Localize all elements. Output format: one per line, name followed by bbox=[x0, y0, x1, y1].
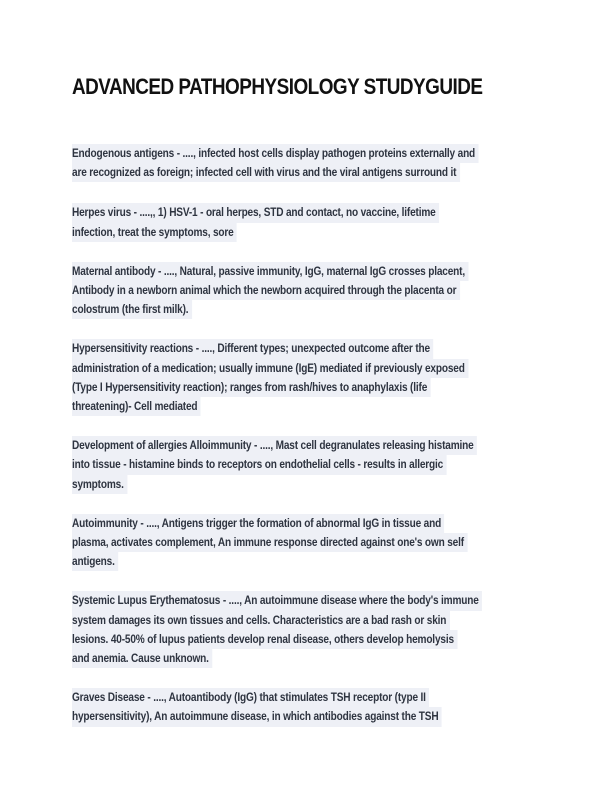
entry-line: Hypersensitivity reactions - ...., Different types; unexpected outcome after the bbox=[72, 339, 433, 358]
entry-lupus bbox=[72, 591, 542, 668]
entry-line: threatening)- Cell mediated bbox=[72, 397, 201, 416]
entry-line: symptoms. bbox=[72, 475, 127, 494]
entry-line: Antibody in a newborn animal which the newborn acquired through the placenta or bbox=[72, 281, 460, 300]
entry-alloimmunity bbox=[72, 436, 542, 494]
entry-hypersensitivity-reactions bbox=[72, 339, 542, 416]
entry-line: hypersensitivity), An autoimmune disease, in which antibodies against the TSH bbox=[72, 707, 442, 726]
entry-line: colostrum (the first milk). bbox=[72, 300, 192, 319]
entry-line: into tissue - histamine binds to receptors on endothelial cells - results in allergic bbox=[72, 455, 446, 474]
entry-endogenous-antigens bbox=[72, 144, 542, 182]
entry-line: (Type I Hypersensitivity reaction); ranges from rash/hives to anaphylaxis (life bbox=[72, 378, 430, 397]
entry-line: Endogenous antigens - ...., infected host cells display pathogen proteins externally and bbox=[72, 144, 478, 163]
entry-line: Herpes virus - ....,, 1) HSV-1 - oral herpes, STD and contact, no vaccine, lifetime bbox=[72, 203, 439, 222]
entry-line: infection, treat the symptoms, sore bbox=[72, 223, 237, 242]
entry-line: administration of a medication; usually immune (IgE) mediated if previously exposed bbox=[72, 359, 468, 378]
entry-line: Development of allergies Alloimmunity - ...., Mast cell degranulates releasing histamine bbox=[72, 436, 477, 455]
entry-line: Maternal antibody - ...., Natural, passive immunity, IgG, maternal IgG crosses placent, bbox=[72, 262, 468, 281]
entry-line: plasma, activates complement, An immune response directed against one's own self bbox=[72, 533, 467, 552]
study-guide-entries bbox=[72, 144, 542, 747]
entry-line: are recognized as foreign; infected cell with virus and the viral antigens surround it bbox=[72, 163, 460, 182]
document-title: ADVANCED PATHOPHYSIOLOGY STUDYGUIDE bbox=[72, 74, 483, 99]
entry-graves-disease bbox=[72, 688, 542, 726]
entry-line: Autoimmunity - ...., Antigens trigger the formation of abnormal IgG in tissue and bbox=[72, 514, 444, 533]
entry-autoimmunity bbox=[72, 514, 542, 572]
entry-maternal-antibody bbox=[72, 262, 542, 320]
entry-herpes-virus bbox=[72, 203, 542, 241]
entry-line: system damages its own tissues and cells. Characteristics are a bad rash or skin bbox=[72, 611, 450, 630]
entry-line: and anemia. Cause unknown. bbox=[72, 649, 212, 668]
entry-line: Systemic Lupus Erythematosus - ...., An autoimmune disease where the body's immune bbox=[72, 591, 482, 610]
entry-line: Graves Disease - ...., Autoantibody (IgG) that stimulates TSH receptor (type II bbox=[72, 688, 429, 707]
entry-line: antigens. bbox=[72, 552, 118, 571]
entry-line: lesions. 40-50% of lupus patients develop renal disease, others develop hemolysis bbox=[72, 630, 457, 649]
